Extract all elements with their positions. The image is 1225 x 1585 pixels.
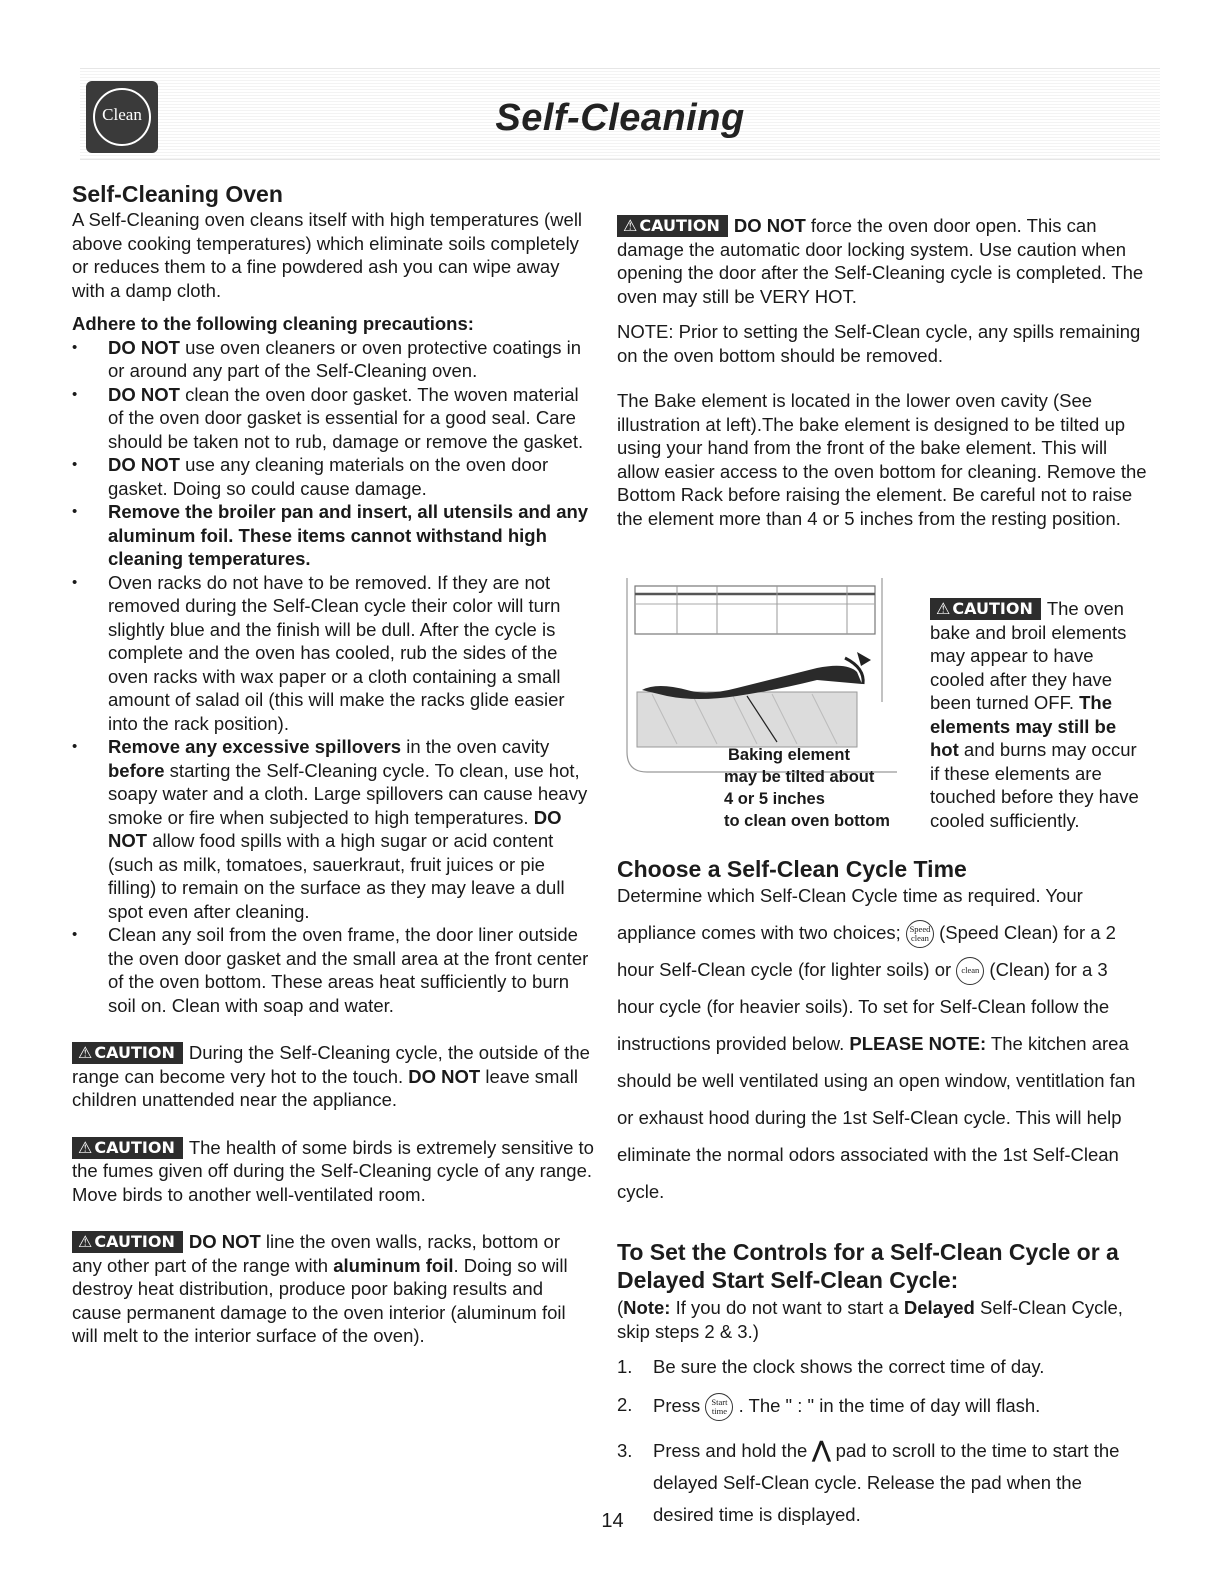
warning-triangle-icon: ⚠: [623, 216, 638, 235]
bake-element-paragraph: The Bake element is located in the lower oven cavity (See illustration at left).The bake element is designed to be tilted up using your hand from the front of the bake element. This will allow easier access to the oven bottom for cleaning. Remove the Bottom Rack before raising the element. Be careful not to raise the element more than 4 or 5 inches from the resting position.: [617, 390, 1147, 529]
right-column-top: [617, 214, 1147, 530]
caution-badge: ⚠ CAUTION: [72, 1137, 183, 1159]
caution-badge: ⚠ CAUTION: [617, 215, 728, 237]
list-item: • Oven racks do not have to be removed. If they are not removed during the Self-Clean cycle their color will turn slightly blue and the finish will be dull. After the cycle is complete and the oven has cooled, rub the sides of the oven racks with wax paper or a cloth containing a small amount of salad oil (this will make the racks glide easier into the rack position).: [72, 571, 594, 736]
list-item: • DO NOT use any cleaning materials on the oven door gasket. Doing so could cause damage.: [72, 453, 594, 500]
intro-paragraph: A Self-Cleaning oven cleans itself with high temperatures (well above cooking temperatures) which eliminate soils completely or reduces them to a fine powdered ash you can wipe away with a damp cloth.: [72, 209, 583, 301]
list-item: • Remove any excessive spillovers in the oven cavity before starting the Self-Cleaning cycle. To clean, use hot, soapy water and a cloth. Large spillovers can cause heavy smoke or fire when subjected to high temperatures. DO NOT allow food spills with a high sugar or acid content (such as milk, tomatoes, sauerkraut, fruit juices or pie filling) to remain on the surface as they may leave a dull spot even after cleaning.: [72, 735, 594, 923]
controls-note: (Note: If you do not want to start a Delayed Self-Clean Cycle, skip steps 2 & 3.): [617, 1297, 1123, 1342]
list-item: 1. Be sure the clock shows the correct time of day.: [617, 1356, 1045, 1377]
start-time-pad-icon: Start time: [705, 1393, 733, 1421]
list-item: • Remove the broiler pan and insert, all utensils and any aluminum foil. These items cannot withstand high cleaning temperatures.: [72, 500, 594, 571]
caution-paragraph-hot-range: ⚠ CAUTION During the Self-Cleaning cycle, the outside of the range can become very hot to the touch. DO NOT leave small children unattended near the appliance.: [72, 1042, 590, 1110]
right-column-bottom: [617, 855, 1147, 1531]
caution-paragraph-door: ⚠ CAUTION DO NOT force the oven door open. This can damage the automatic door locking system. Use caution when opening the door after the Self-Cleaning cycle is completed. The oven may still be VERY HOT.: [617, 215, 1144, 307]
list-item: • DO NOT use oven cleaners or oven protective coatings in or around any part of the Self-Cleaning oven.: [72, 336, 594, 383]
caution-badge: ⚠ CAUTION: [930, 598, 1041, 620]
warning-triangle-icon: ⚠: [936, 599, 951, 618]
section-heading-self-cleaning-oven: Self-Cleaning Oven: [72, 181, 283, 207]
section-heading-choose-cycle-time: Choose a Self-Clean Cycle Time: [617, 856, 967, 882]
page-number: 14: [601, 1510, 624, 1532]
list-item: • DO NOT clean the oven door gasket. The woven material of the oven door gasket is essential for a good seal. Care should be taken not to rub, damage or remove the gasket.: [72, 383, 594, 454]
warning-triangle-icon: ⚠: [78, 1137, 93, 1157]
list-item: 2. Press Start time . The " : " in the time of day will flash.: [617, 1393, 1147, 1421]
caution-paragraph-aluminum-foil: ⚠ CAUTION DO NOT line the oven walls, racks, bottom or any other part of the range with aluminum foil. Doing so will destroy heat distribution, produce poor baking results and cause permanent damage to the oven interior (aluminum foil will melt to the interior surface of the oven).: [72, 1231, 568, 1346]
precautions-list: [72, 336, 594, 1018]
warning-triangle-icon: ⚠: [78, 1232, 93, 1251]
steps-list: [617, 1355, 1147, 1531]
page-title: Self-Cleaning: [495, 97, 745, 139]
note-paragraph: NOTE: Prior to setting the Self-Clean cycle, any spills remaining on the oven bottom should be removed.: [617, 321, 1141, 366]
choose-cycle-paragraph: Determine which Self-Clean Cycle time as required. Your appliance comes with two choices; Speed clean (Speed Clean) for a 2 hour Self-Clean cycle (for lighter soils) or clean (Clean) for a 3 hour cycle (for heavier soils). To set for Self-Clean follow the instructions provided below. PLEASE NOTE: The kitchen area should be well ventilated using an open window, ventitlation fan or exhaust hood during the 1st Self-Clean cycle. This will help eliminate the normal odors associated with the 1st Self-Clean cycle.: [617, 885, 1136, 1202]
list-item: • Clean any soil from the oven frame, the door liner outside the oven door gasket and the small area at the front center of the oven bottom. These areas heat sufficiently to burn soil on. Clean with soap and water.: [72, 923, 594, 1017]
illustration-caption: Baking element may be tilted about 4 or 5 inches to clean oven bottom: [724, 746, 890, 830]
caution-badge: ⚠ CAUTION: [72, 1231, 183, 1253]
list-item: 3. Press and hold the ⋀ pad to scroll to the time to start the delayed Self-Clean cycle. Release the pad when the desired time is displayed.: [617, 1437, 1120, 1525]
caution-paragraph-hot-elements: ⚠ CAUTION The oven bake and broil elements may appear to have cooled after they have been turned OFF. The elements may still be hot and burns may occur if these elements are touched before they have cooled sufficiently.: [930, 598, 1139, 831]
warning-triangle-icon: ⚠: [78, 1043, 93, 1062]
left-column: [72, 180, 594, 1348]
caution-paragraph-birds: ⚠ CAUTION The health of some birds is extremely sensitive to the fumes given off during the Self-Cleaning cycle of any range. Move birds to another well-ventilated room.: [72, 1136, 594, 1205]
speed-clean-pad-icon: Speed clean: [906, 920, 934, 948]
page-header-banner: [80, 68, 1160, 160]
clean-icon-label: Clean: [102, 105, 142, 124]
caution-badge: ⚠ CAUTION: [72, 1042, 183, 1064]
precautions-heading: Adhere to the following cleaning precautions:: [72, 313, 474, 334]
up-arrow-icon: ⋀: [812, 1437, 831, 1462]
section-heading-set-controls: To Set the Controls for a Self-Clean Cycle or a Delayed Start Self-Clean Cycle:: [617, 1239, 1119, 1293]
clean-pad-icon: clean: [956, 957, 984, 985]
